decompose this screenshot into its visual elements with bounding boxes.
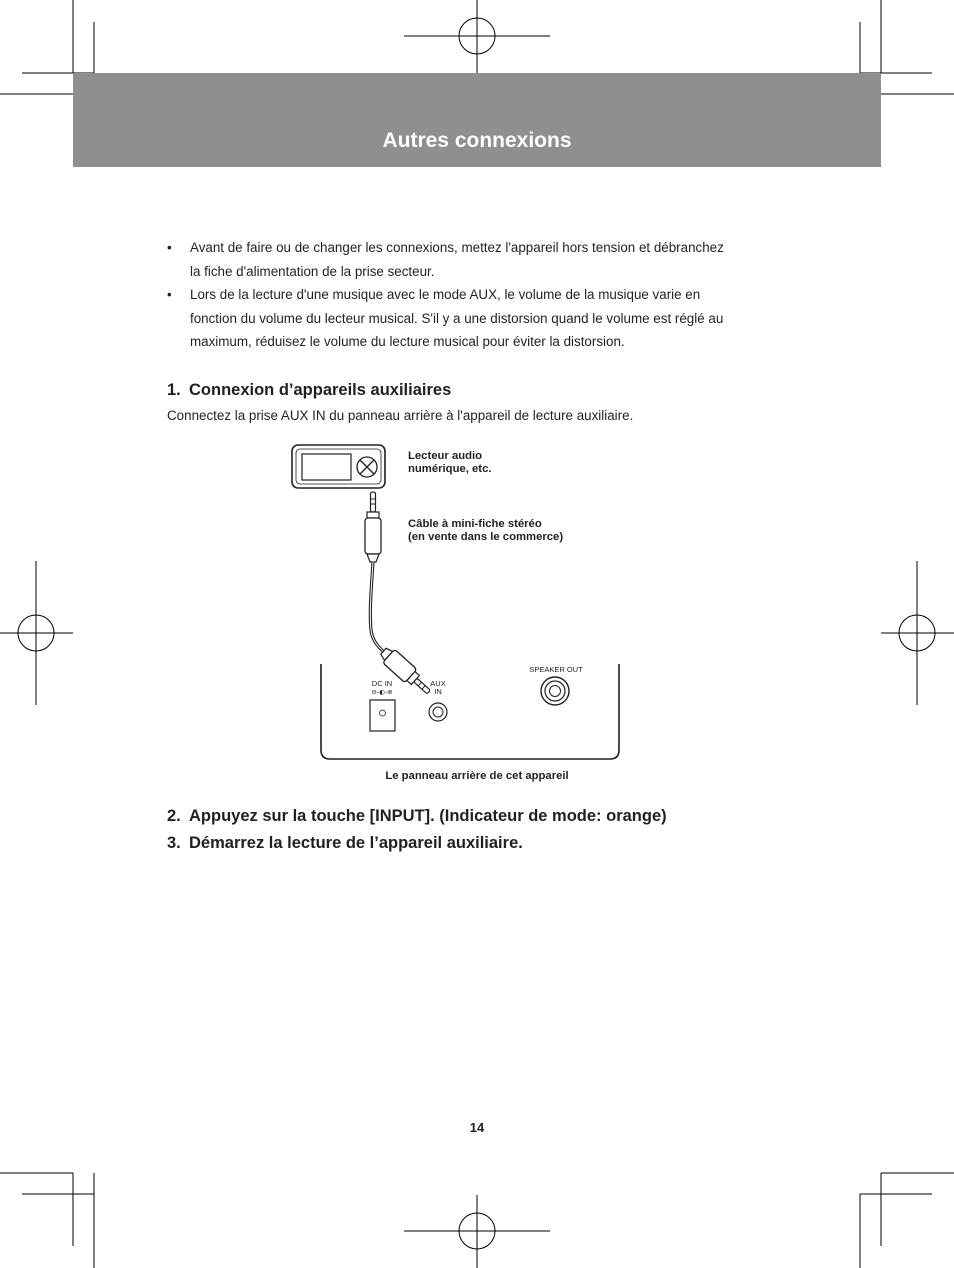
step-3-heading xyxy=(167,832,523,854)
step-text: Connexion d’appareils auxiliaires xyxy=(189,381,452,399)
step-number: 2. xyxy=(167,807,181,825)
rear-panel-outline xyxy=(321,664,619,759)
page-number: 14 xyxy=(469,1120,485,1135)
page-title: Autres connexions xyxy=(382,129,572,152)
speaker-out-jack-icon xyxy=(541,677,569,705)
bullet-icon: • xyxy=(167,287,172,303)
step-number: 1. xyxy=(167,381,181,399)
mini-plug-top-icon xyxy=(365,492,381,562)
step-text: Appuyez sur la touche [INPUT]. (Indicateur de mode: orange) xyxy=(189,807,667,825)
step-number: 3. xyxy=(167,834,181,852)
step-1-intro: Connectez la prise AUX IN du panneau arrière à l'appareil de lecture auxiliaire. xyxy=(167,408,634,423)
dc-in-jack-icon xyxy=(370,700,395,731)
note-line: fonction du volume du lecteur musical. S'il y a une distorsion quand le volume est réglé au xyxy=(190,310,724,326)
note-line: la fiche d'alimentation de la prise secteur. xyxy=(190,263,435,279)
bullet-icon: • xyxy=(167,240,172,255)
panel-caption: Le panneau arrière de cet appareil xyxy=(385,770,569,782)
speaker-out-label: SPEAKER OUT xyxy=(529,665,583,674)
dc-polarity-label: ⊖-◐-⊕ xyxy=(371,688,393,696)
step-text: Démarrez la lecture de l’appareil auxiliaire. xyxy=(189,834,523,852)
aux-label: AUX xyxy=(430,679,446,688)
aux-in-label: IN xyxy=(434,687,442,696)
step-2-heading xyxy=(167,805,667,827)
dc-in-label: DC IN xyxy=(371,679,393,688)
aux-in-jack-icon xyxy=(429,703,447,721)
note-line: Lors de la lecture d'une musique avec le mode AUX, le volume de la musique varie en xyxy=(190,287,701,303)
audio-player-icon xyxy=(292,445,385,488)
cable-label: Câble à mini-fiche stéréo (en vente dans le commerce) xyxy=(408,518,564,543)
note-line: maximum, réduisez le volume du lecture musical pour éviter la distorsion. xyxy=(190,334,625,350)
note-line: Avant de faire ou de changer les connexions, mettez l'appareil hors tension et débranchez xyxy=(190,240,724,255)
player-label: Lecteur audio numérique, etc. xyxy=(408,450,492,475)
